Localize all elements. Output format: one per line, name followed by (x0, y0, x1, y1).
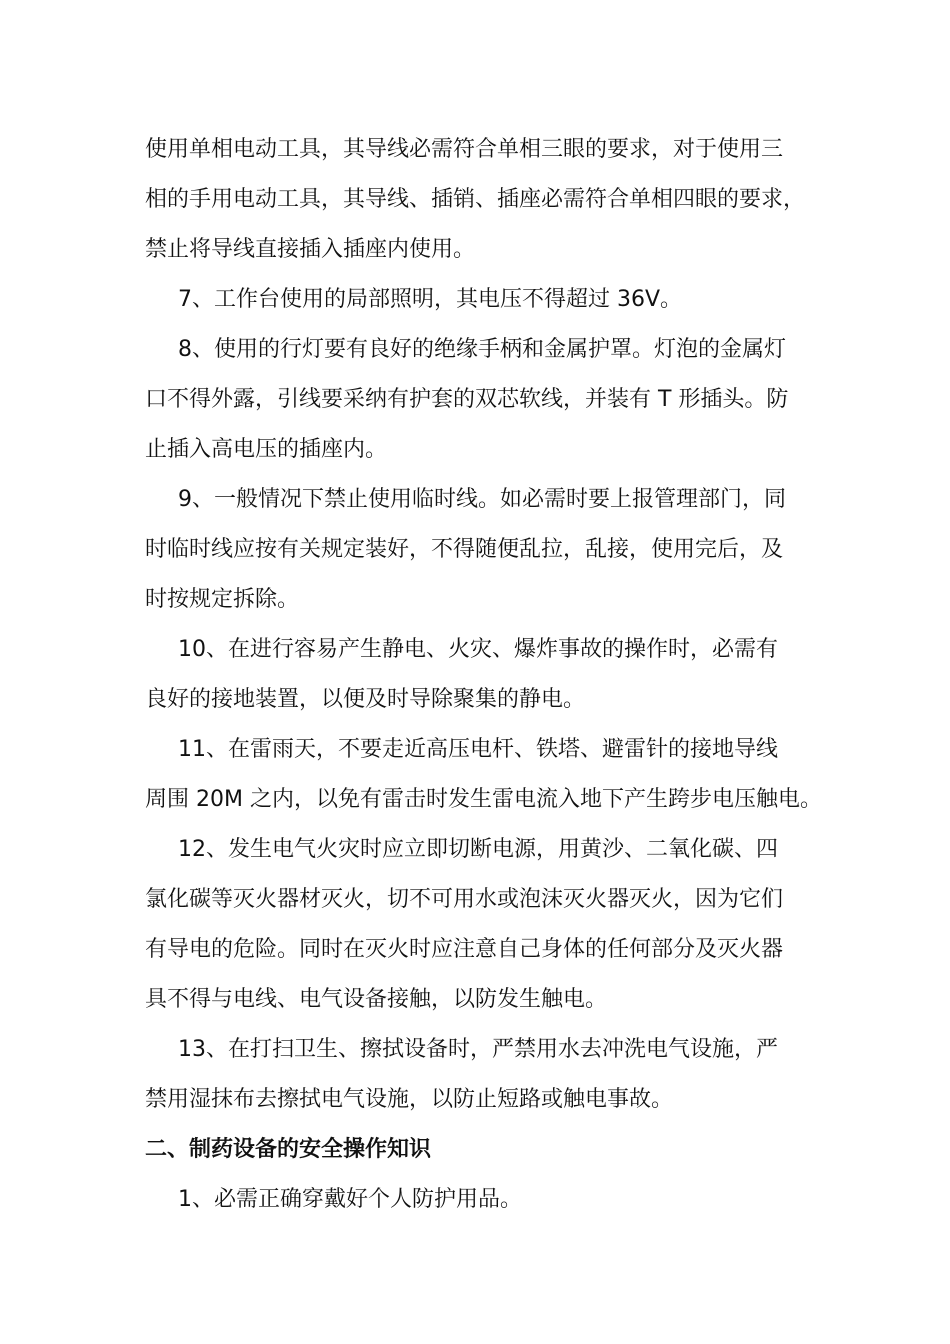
paragraph-line: 13、在打扫卫生、擦拭设备时，严禁用水去冲洗电气设施，严 (178, 1037, 778, 1062)
paragraph-line: 禁用湿抹布去擦拭电气设施，以防止短路或触电事故。 (145, 1087, 674, 1112)
paragraph-line: 良好的接地装置，以便及时导除聚集的静电。 (145, 687, 586, 712)
paragraph-line: 相的手用电动工具，其导线、插销、插座必需符合单相四眼的要求， (145, 187, 806, 212)
paragraph-line: 时按规定拆除。 (145, 587, 300, 612)
paragraph-line: 9、一般情况下禁止使用临时线。如必需时要上报管理部门，同 (178, 487, 786, 512)
paragraph-line: 有导电的危险。同时在灭火时应注意自己身体的任何部分及灭火器 (145, 937, 784, 962)
paragraph-line: 周围 20M 之内，以免有雷击时发生雷电流入地下产生跨步电压触电。 (145, 787, 822, 812)
paragraph-line: 口不得外露，引线要采纳有护套的双芯软线，并装有 T 形插头。防 (145, 387, 789, 412)
paragraph-line: 禁止将导线直接插入插座内使用。 (145, 237, 476, 262)
paragraph-line: 11、在雷雨天，不要走近高压电杆、铁塔、避雷针的接地导线 (178, 737, 778, 762)
paragraph-line: 氯化碳等灭火器材灭火，切不可用水或泡沫灭火器灭火，因为它们 (145, 887, 784, 912)
paragraph-line: 7、工作台使用的局部照明，其电压不得超过 36V。 (178, 287, 683, 312)
paragraph-line: 8、使用的行灯要有良好的绝缘手柄和金属护罩。灯泡的金属灯 (178, 337, 786, 362)
section-heading: 二、制药设备的安全操作知识 (145, 1137, 432, 1162)
paragraph-line: 时临时线应按有关规定装好，不得随便乱拉，乱接，使用完后，及 (145, 537, 784, 562)
paragraph-line: 10、在进行容易产生静电、火灾、爆炸事故的操作时，必需有 (178, 637, 778, 662)
paragraph-line: 止插入高电压的插座内。 (145, 437, 388, 462)
paragraph-line: 1、必需正确穿戴好个人防护用品。 (178, 1187, 522, 1212)
paragraph-line: 具不得与电线、电气设备接触，以防发生触电。 (145, 987, 608, 1012)
paragraph-line: 使用单相电动工具，其导线必需符合单相三眼的要求，对于使用三 (145, 137, 784, 162)
paragraph-line: 12、发生电气火灾时应立即切断电源，用黄沙、二氧化碳、四 (178, 837, 778, 862)
